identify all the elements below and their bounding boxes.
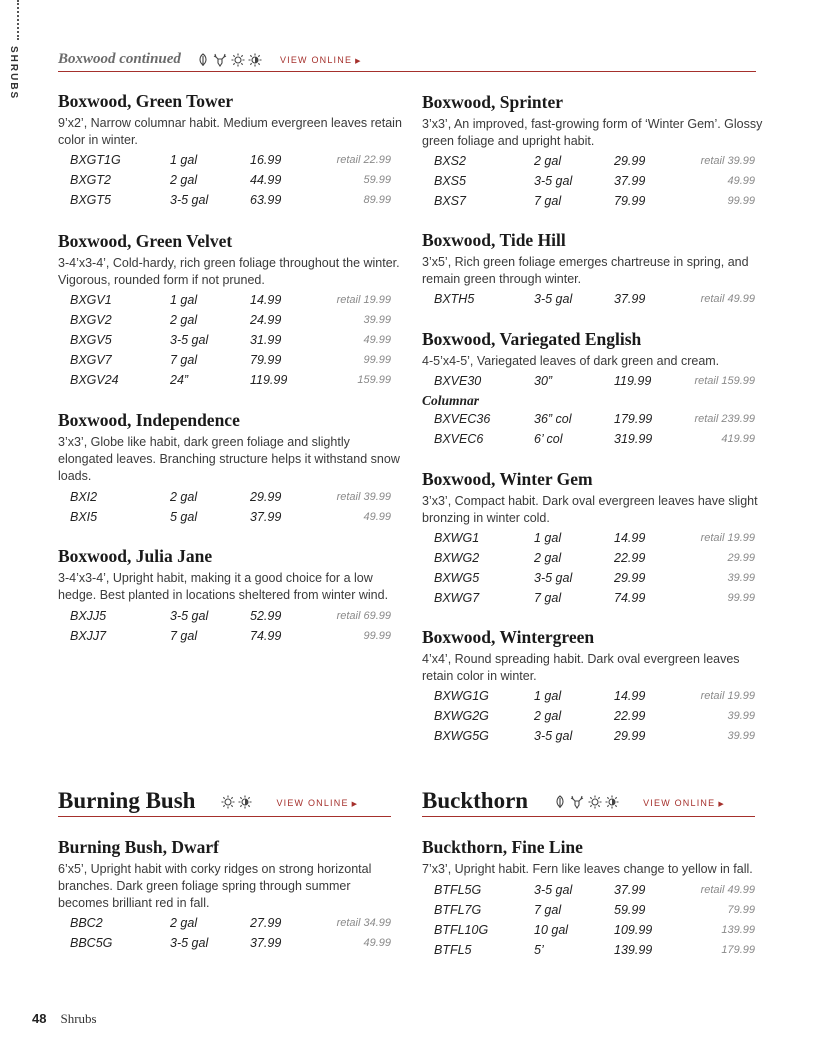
sku-retail: retail 39.99	[700, 155, 755, 167]
sku-retail: retail 34.99	[336, 917, 391, 929]
product-green-tower	[58, 90, 403, 211]
sku-price: 29.99	[614, 729, 646, 743]
sku-size: 1 gal	[170, 153, 198, 167]
full-sun-icon	[588, 795, 602, 809]
sku-size: 2 gal	[170, 173, 198, 187]
sku-code: BXJJ7	[70, 629, 107, 643]
sku-size: 2 gal	[170, 313, 198, 327]
full-sun-icon	[231, 53, 245, 67]
sku-retail: 39.99	[727, 730, 755, 742]
sku-code: BXGV5	[70, 333, 112, 347]
view-online-label: VIEW ONLINE	[643, 798, 716, 808]
sku-price: 31.99	[250, 333, 282, 347]
sku-row	[422, 410, 767, 430]
sku-row	[422, 172, 767, 192]
section-title: Burning Bush	[58, 788, 196, 813]
product-name: Boxwood, Green Velvet	[58, 231, 233, 251]
sku-code: BXWG1G	[434, 689, 489, 703]
sku-row	[58, 488, 403, 508]
sku-code: BXGT1G	[70, 153, 121, 167]
sku-row	[422, 901, 767, 921]
sku-retail: 89.99	[363, 194, 391, 206]
sku-code: BBC2	[70, 916, 103, 930]
sku-row	[422, 589, 767, 609]
full-sun-icon	[221, 795, 235, 809]
sku-price: 79.99	[614, 194, 646, 208]
sku-row	[58, 607, 403, 627]
sku-row	[58, 191, 403, 211]
sku-code: BXVEC36	[434, 412, 491, 426]
sku-size: 3-5 gal	[534, 729, 573, 743]
sku-retail: 49.99	[363, 937, 391, 949]
sku-size: 36” col	[534, 412, 572, 426]
sku-row	[422, 529, 767, 549]
sku-price: 24.99	[250, 313, 282, 327]
view-online-label: VIEW ONLINE	[276, 798, 349, 808]
product-julia-jane	[58, 545, 403, 647]
sku-row	[422, 192, 767, 212]
sku-code: BXI2	[70, 490, 98, 504]
sku-price: 109.99	[614, 923, 653, 937]
sku-retail: 49.99	[727, 175, 755, 187]
sku-retail: retail 19.99	[700, 690, 755, 702]
sku-price: 22.99	[614, 709, 646, 723]
boxwood-continued-header	[58, 48, 756, 72]
sku-size: 5’	[534, 943, 544, 957]
sku-code: BXGV7	[70, 353, 112, 367]
sku-row	[422, 372, 767, 392]
sku-price: 37.99	[614, 292, 646, 306]
sku-row	[58, 914, 403, 934]
product-independence	[58, 409, 403, 528]
product-buckthorn-fine-line	[422, 836, 767, 961]
product-name: Boxwood, Sprinter	[422, 92, 563, 112]
sku-size: 30”	[534, 374, 553, 388]
sku-row	[58, 151, 403, 171]
sku-size: 1 gal	[534, 531, 562, 545]
sku-code: BXTH5	[434, 292, 475, 306]
sku-code: BXWG7	[434, 591, 480, 605]
columnar-subheading: Columnar	[422, 393, 480, 408]
sku-size: 1 gal	[534, 689, 562, 703]
sku-price: 44.99	[250, 173, 282, 187]
sku-retail: 39.99	[727, 572, 755, 584]
sku-row	[422, 569, 767, 589]
sku-size: 10 gal	[534, 923, 569, 937]
sku-table	[58, 488, 403, 528]
sku-retail: 139.99	[721, 924, 755, 936]
deer-resistant-icon	[569, 795, 585, 809]
attribute-icons	[554, 795, 619, 809]
sku-table	[58, 607, 403, 647]
deer-resistant-icon	[212, 53, 228, 67]
sku-row	[58, 171, 403, 191]
sku-code: BXWG2G	[434, 709, 489, 723]
sku-size: 3-5 gal	[170, 609, 209, 623]
sku-size: 2 gal	[534, 551, 562, 565]
sku-retail: retail 49.99	[700, 884, 755, 896]
continued-title: Boxwood continued	[58, 51, 181, 67]
sku-retail: 39.99	[727, 710, 755, 722]
sku-retail: retail 49.99	[700, 293, 755, 305]
sku-code: BXS7	[434, 194, 466, 208]
sku-price: 37.99	[250, 510, 282, 524]
sku-price: 63.99	[250, 193, 282, 207]
sku-size: 5 gal	[170, 510, 198, 524]
sku-code: BXGT5	[70, 193, 111, 207]
sku-row	[422, 290, 767, 310]
product-description: 4’x4’, Round spreading habit. Dark oval evergreen leaves retain color in winter.	[422, 652, 740, 683]
sku-code: BXI5	[70, 510, 98, 524]
sku-code: BXVE30	[434, 374, 482, 388]
product-name: Boxwood, Winter Gem	[422, 469, 593, 489]
attribute-icons	[197, 53, 262, 67]
sku-code: BXJJ5	[70, 609, 107, 623]
sku-price: 22.99	[614, 551, 646, 565]
sku-size: 3-5 gal	[170, 333, 209, 347]
sku-row	[422, 921, 767, 941]
sku-price: 16.99	[250, 153, 282, 167]
sku-size: 3-5 gal	[170, 193, 209, 207]
sku-size: 2 gal	[534, 709, 562, 723]
sku-size: 3-5 gal	[534, 883, 573, 897]
sku-retail: retail 159.99	[694, 375, 755, 387]
sku-retail: 39.99	[363, 314, 391, 326]
sku-size: 7 gal	[534, 194, 562, 208]
sku-row	[58, 331, 403, 351]
sku-row	[58, 291, 403, 311]
sku-retail: retail 22.99	[336, 154, 391, 166]
sku-table	[422, 152, 767, 212]
sku-retail: retail 19.99	[700, 532, 755, 544]
view-online-link[interactable]	[280, 55, 362, 65]
sku-code: BXWG5G	[434, 729, 489, 743]
sku-code: BXWG5	[434, 571, 480, 585]
sku-size: 2 gal	[534, 154, 562, 168]
sku-table	[422, 372, 767, 392]
sku-retail: retail 39.99	[336, 491, 391, 503]
product-description: 3’x3’, Compact habit. Dark oval evergreen leaves have slight bronzing in winter cold.	[422, 494, 758, 525]
sku-size: 24”	[170, 373, 189, 387]
sku-retail: 49.99	[363, 511, 391, 523]
product-name: Burning Bush, Dwarf	[58, 837, 219, 857]
leaf-icon	[197, 53, 209, 67]
sku-code: BXS5	[434, 174, 466, 188]
sku-table	[422, 410, 767, 450]
sku-code: BXGT2	[70, 173, 111, 187]
footer-section-label: Shrubs	[60, 1011, 97, 1026]
page-number: 48	[32, 1011, 47, 1026]
sku-price: 37.99	[614, 883, 646, 897]
sku-retail: 179.99	[721, 944, 755, 956]
arrow-right-icon: ▶	[351, 801, 359, 808]
sku-price: 14.99	[614, 689, 646, 703]
sku-retail: retail 239.99	[694, 413, 755, 425]
product-name: Boxwood, Tide Hill	[422, 230, 566, 250]
partial-sun-icon	[238, 795, 252, 809]
sku-retail: retail 69.99	[336, 610, 391, 622]
sku-price: 119.99	[250, 373, 288, 387]
sku-price: 119.99	[614, 374, 652, 388]
sku-size: 7 gal	[170, 353, 198, 367]
sku-retail: 419.99	[721, 433, 755, 445]
product-name: Boxwood, Independence	[58, 410, 240, 430]
sku-size: 7 gal	[534, 903, 562, 917]
sku-price: 37.99	[250, 936, 282, 950]
sku-retail: 49.99	[363, 334, 391, 346]
side-section-label: SHRUBS	[8, 46, 19, 101]
product-name: Boxwood, Green Tower	[58, 91, 234, 111]
sku-row	[58, 934, 403, 954]
sku-row	[422, 707, 767, 727]
sku-price: 29.99	[614, 154, 646, 168]
sku-price: 27.99	[250, 916, 282, 930]
sku-price: 59.99	[614, 903, 646, 917]
sku-retail: 59.99	[363, 174, 391, 186]
side-section-tab	[0, 0, 30, 110]
sku-size: 3-5 gal	[534, 292, 573, 306]
product-winter-gem	[422, 468, 767, 609]
sku-row	[422, 687, 767, 707]
sku-row	[422, 152, 767, 172]
sku-retail: 99.99	[363, 630, 391, 642]
sku-row	[422, 881, 767, 901]
sku-size: 3-5 gal	[170, 936, 209, 950]
sku-code: BTFL5G	[434, 883, 482, 897]
sku-price: 37.99	[614, 174, 646, 188]
sku-size: 3-5 gal	[534, 571, 573, 585]
sku-retail: 99.99	[727, 195, 755, 207]
product-tide-hill	[422, 229, 767, 310]
page-footer	[32, 1011, 97, 1027]
product-variegated-english	[422, 328, 767, 450]
sku-code: BBC5G	[70, 936, 113, 950]
product-description: 9’x2’, Narrow columnar habit. Medium evergreen leaves retain color in winter.	[58, 116, 402, 147]
sku-price: 14.99	[250, 293, 282, 307]
sku-price: 139.99	[614, 943, 653, 957]
burning-bush-header	[58, 789, 391, 817]
sku-price: 319.99	[614, 432, 653, 446]
sku-price: 79.99	[250, 353, 282, 367]
sku-retail: 99.99	[727, 592, 755, 604]
sku-row	[58, 351, 403, 371]
sku-size: 1 gal	[170, 293, 198, 307]
sku-price: 52.99	[250, 609, 282, 623]
sku-price: 29.99	[614, 571, 646, 585]
product-burning-bush-dwarf	[58, 836, 403, 954]
sku-table	[422, 687, 767, 747]
sku-code: BTFL10G	[434, 923, 489, 937]
product-description: 3-4’x3-4’, Upright habit, making it a good choice for a low hedge. Best planted in locations sheltered from winter wind.	[58, 571, 389, 602]
product-description: 3’x3’, An improved, fast-growing form of ‘Winter Gem’. Glossy green foliage and upright habit.	[422, 117, 763, 148]
sku-row	[422, 430, 767, 450]
sku-price: 29.99	[250, 490, 282, 504]
product-name: Boxwood, Wintergreen	[422, 627, 595, 647]
product-description: 6’x5’, Upright habit with corky ridges on strong horizontal branches. Dark green foliage spring through summer becomes brilliant red in fall.	[58, 862, 372, 910]
sku-row	[58, 311, 403, 331]
sku-price: 179.99	[614, 412, 653, 426]
view-online-link[interactable]	[276, 798, 358, 808]
product-wintergreen	[422, 626, 767, 747]
sku-row	[58, 371, 403, 391]
sku-code: BXVEC6	[434, 432, 484, 446]
sku-price: 74.99	[250, 629, 282, 643]
sku-retail: 29.99	[727, 552, 755, 564]
attribute-icons	[221, 795, 252, 809]
sku-size: 3-5 gal	[534, 174, 573, 188]
sku-code: BTFL7G	[434, 903, 482, 917]
sku-row	[422, 727, 767, 747]
sku-size: 2 gal	[170, 490, 198, 504]
sku-table	[58, 291, 403, 391]
arrow-right-icon: ▶	[718, 801, 725, 808]
product-name: Boxwood, Variegated English	[422, 329, 642, 349]
product-name: Boxwood, Julia Jane	[58, 546, 213, 566]
sku-retail: 79.99	[727, 904, 755, 916]
product-description: 4-5’x4-5’, Variegated leaves of dark green and cream.	[422, 354, 720, 368]
sku-table	[422, 529, 767, 609]
product-green-velvet	[58, 230, 403, 391]
product-description: 3’x5’, Rich green foliage emerges chartreuse in spring, and remain green through winter.	[422, 255, 749, 286]
product-name: Buckthorn, Fine Line	[422, 837, 583, 857]
sku-code: BXGV1	[70, 293, 112, 307]
view-online-label: VIEW ONLINE	[279, 54, 353, 65]
sku-price: 74.99	[614, 591, 646, 605]
product-description: 7’x3’, Upright habit. Fern like leaves change to yellow in fall.	[422, 862, 753, 876]
sku-row	[58, 627, 403, 647]
sku-code: BXWG2	[434, 551, 480, 565]
sku-table	[422, 881, 767, 961]
product-description: 3-4’x3-4’, Cold-hardy, rich green foliage throughout the winter. Vigorous, rounded form if not pruned.	[58, 256, 400, 287]
leaf-icon	[554, 795, 566, 809]
product-description: 3’x3’, Globe like habit, dark green foliage and slightly elongated leaves. Branching structure helps it withstand snow loads.	[58, 435, 400, 483]
sku-row	[422, 941, 767, 961]
arrow-right-icon: ▶	[355, 57, 362, 65]
sku-size: 6’ col	[534, 432, 563, 446]
sku-table	[58, 914, 403, 954]
sku-retail: retail 19.99	[336, 294, 391, 306]
sku-code: BXGV24	[70, 373, 119, 387]
sku-row	[58, 508, 403, 528]
sku-table	[58, 151, 403, 211]
sku-code: BTFL5	[434, 943, 472, 957]
sku-size: 2 gal	[170, 916, 198, 930]
sku-code: BXS2	[434, 154, 466, 168]
sku-code: BXGV2	[70, 313, 112, 327]
sku-size: 7 gal	[170, 629, 198, 643]
sku-retail: 159.99	[357, 374, 391, 386]
sku-retail: 99.99	[363, 354, 391, 366]
sku-row	[422, 549, 767, 569]
partial-sun-icon	[248, 53, 262, 67]
sku-size: 7 gal	[534, 591, 562, 605]
view-online-link[interactable]	[643, 798, 725, 808]
product-sprinter	[422, 91, 767, 212]
sku-table	[422, 290, 767, 310]
partial-sun-icon	[605, 795, 619, 809]
side-dotted-line	[17, 0, 19, 40]
section-title: Buckthorn	[422, 788, 529, 813]
sku-price: 14.99	[614, 531, 646, 545]
sku-code: BXWG1	[434, 531, 480, 545]
buckthorn-header	[422, 789, 755, 817]
